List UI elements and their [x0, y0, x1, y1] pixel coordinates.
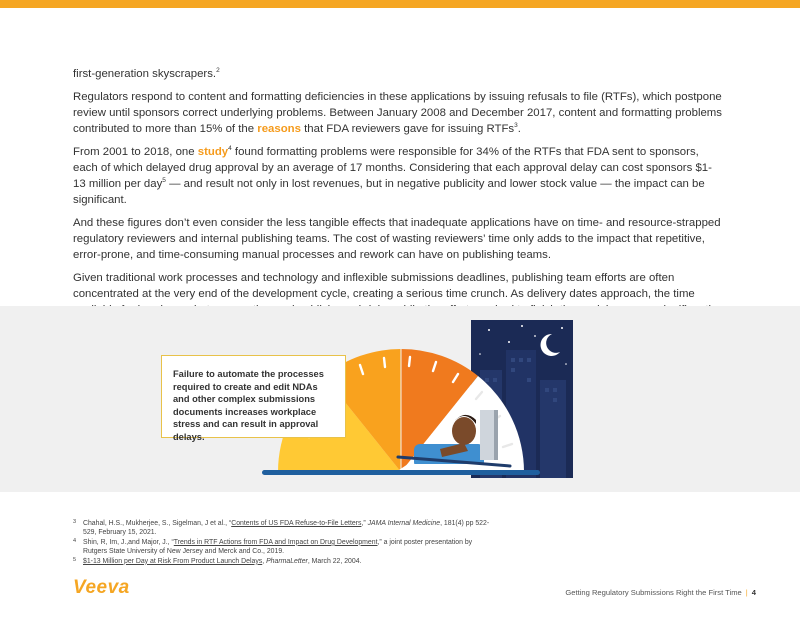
body-text	[73, 66, 723, 341]
paragraph-1: Regulators respond to content and formatting deficiencies in these applications by issuing refusals to file (RTFs), which postpone review until sponsors correct underlying problems. Between January 2008 and December 2017, content and formatting problems contributed to more than 15% of the reasons that FDA reviewers gave for issuing RTFs$^3$.	[73, 91, 722, 135]
svg-text:Veeva: Veeva	[73, 577, 130, 597]
veeva-logo	[73, 577, 147, 597]
paragraph-0: first-generation skyscrapers.$^2$	[73, 67, 220, 80]
study-link[interactable]: study	[197, 146, 229, 158]
reasons-link[interactable]: reasons	[257, 123, 301, 135]
footnotes	[73, 519, 493, 566]
footnote-3-link[interactable]: Contents of US FDA Refuse-to-File Letters	[231, 520, 362, 527]
deadline-illustration	[0, 306, 800, 492]
paragraph-3: And these figures don’t even consider the less tangible effects that inadequate applications have on time- and resource-strapped regulatory reviewers and internal publishing teams. The cost of wasting reviewers’ time only adds to the impact that repetitive, error-prone, and time-consuming manual processes and rework can have on publishing teams.	[73, 217, 721, 261]
footnote-5-link[interactable]: $1-13 Million per Day at Risk From Product Launch Delays	[83, 557, 263, 565]
footer-title: Getting Regulatory Submissions Right the First Time	[565, 588, 742, 597]
callout-box: Failure to automate the processes required to create and edit NDAs and other complex submissions documents increases workplace stress and can result in approval delays.	[161, 355, 346, 438]
page-number: 4	[751, 588, 756, 597]
footer-separator: |	[745, 588, 748, 597]
illustration-band	[0, 306, 800, 492]
paragraph-2: From 2001 to 2018, one study$^4$ found formatting problems were responsible for 34% of the RTFs that FDA sent to sponsors, each of which delayed drug approval by an average of 17 months. Considering that each approval delay can cost sponsors $1-13 million per day$^5$ — and result not only in lost revenues, but in negative publicity and lower stock value — the impact can be significant.	[73, 145, 712, 206]
footnote-4: 4 Shin, R, Im, J.,and Major, J., “Trends in RTF Actions from FDA and Impact on Drug Development,” a joint poster presentation by Rutgers State University of New Jersey and Merck and Co., 2019.	[73, 537, 473, 556]
paragraph-4: Given traditional work processes and technology and inflexible submissions deadlines, publishing team efforts are often concentrated at the very end of the development cycle, creating a serious time crunch. As delivery dates approach, the time	[73, 272, 695, 300]
desk-edge	[262, 470, 540, 475]
top-accent-bar	[0, 0, 800, 8]
page-footer	[565, 588, 756, 597]
footnote-5: 5 $1-13 Million per Day at Risk From Product Launch Delays, PharmaLetter, March 22, 2004.	[73, 556, 362, 565]
footnote-3: 3 Chahal, H.S., Mukherjee, S., Sigelman, J et al., “Contents of US FDA Refuse-to-File Letters,” JAMA Internal Medicine, 181(4) pp 522-529, February 15, 2021.	[73, 519, 490, 537]
footnote-4-link[interactable]: Trends in RTF Actions from FDA and Impact on Drug Development	[173, 538, 378, 546]
